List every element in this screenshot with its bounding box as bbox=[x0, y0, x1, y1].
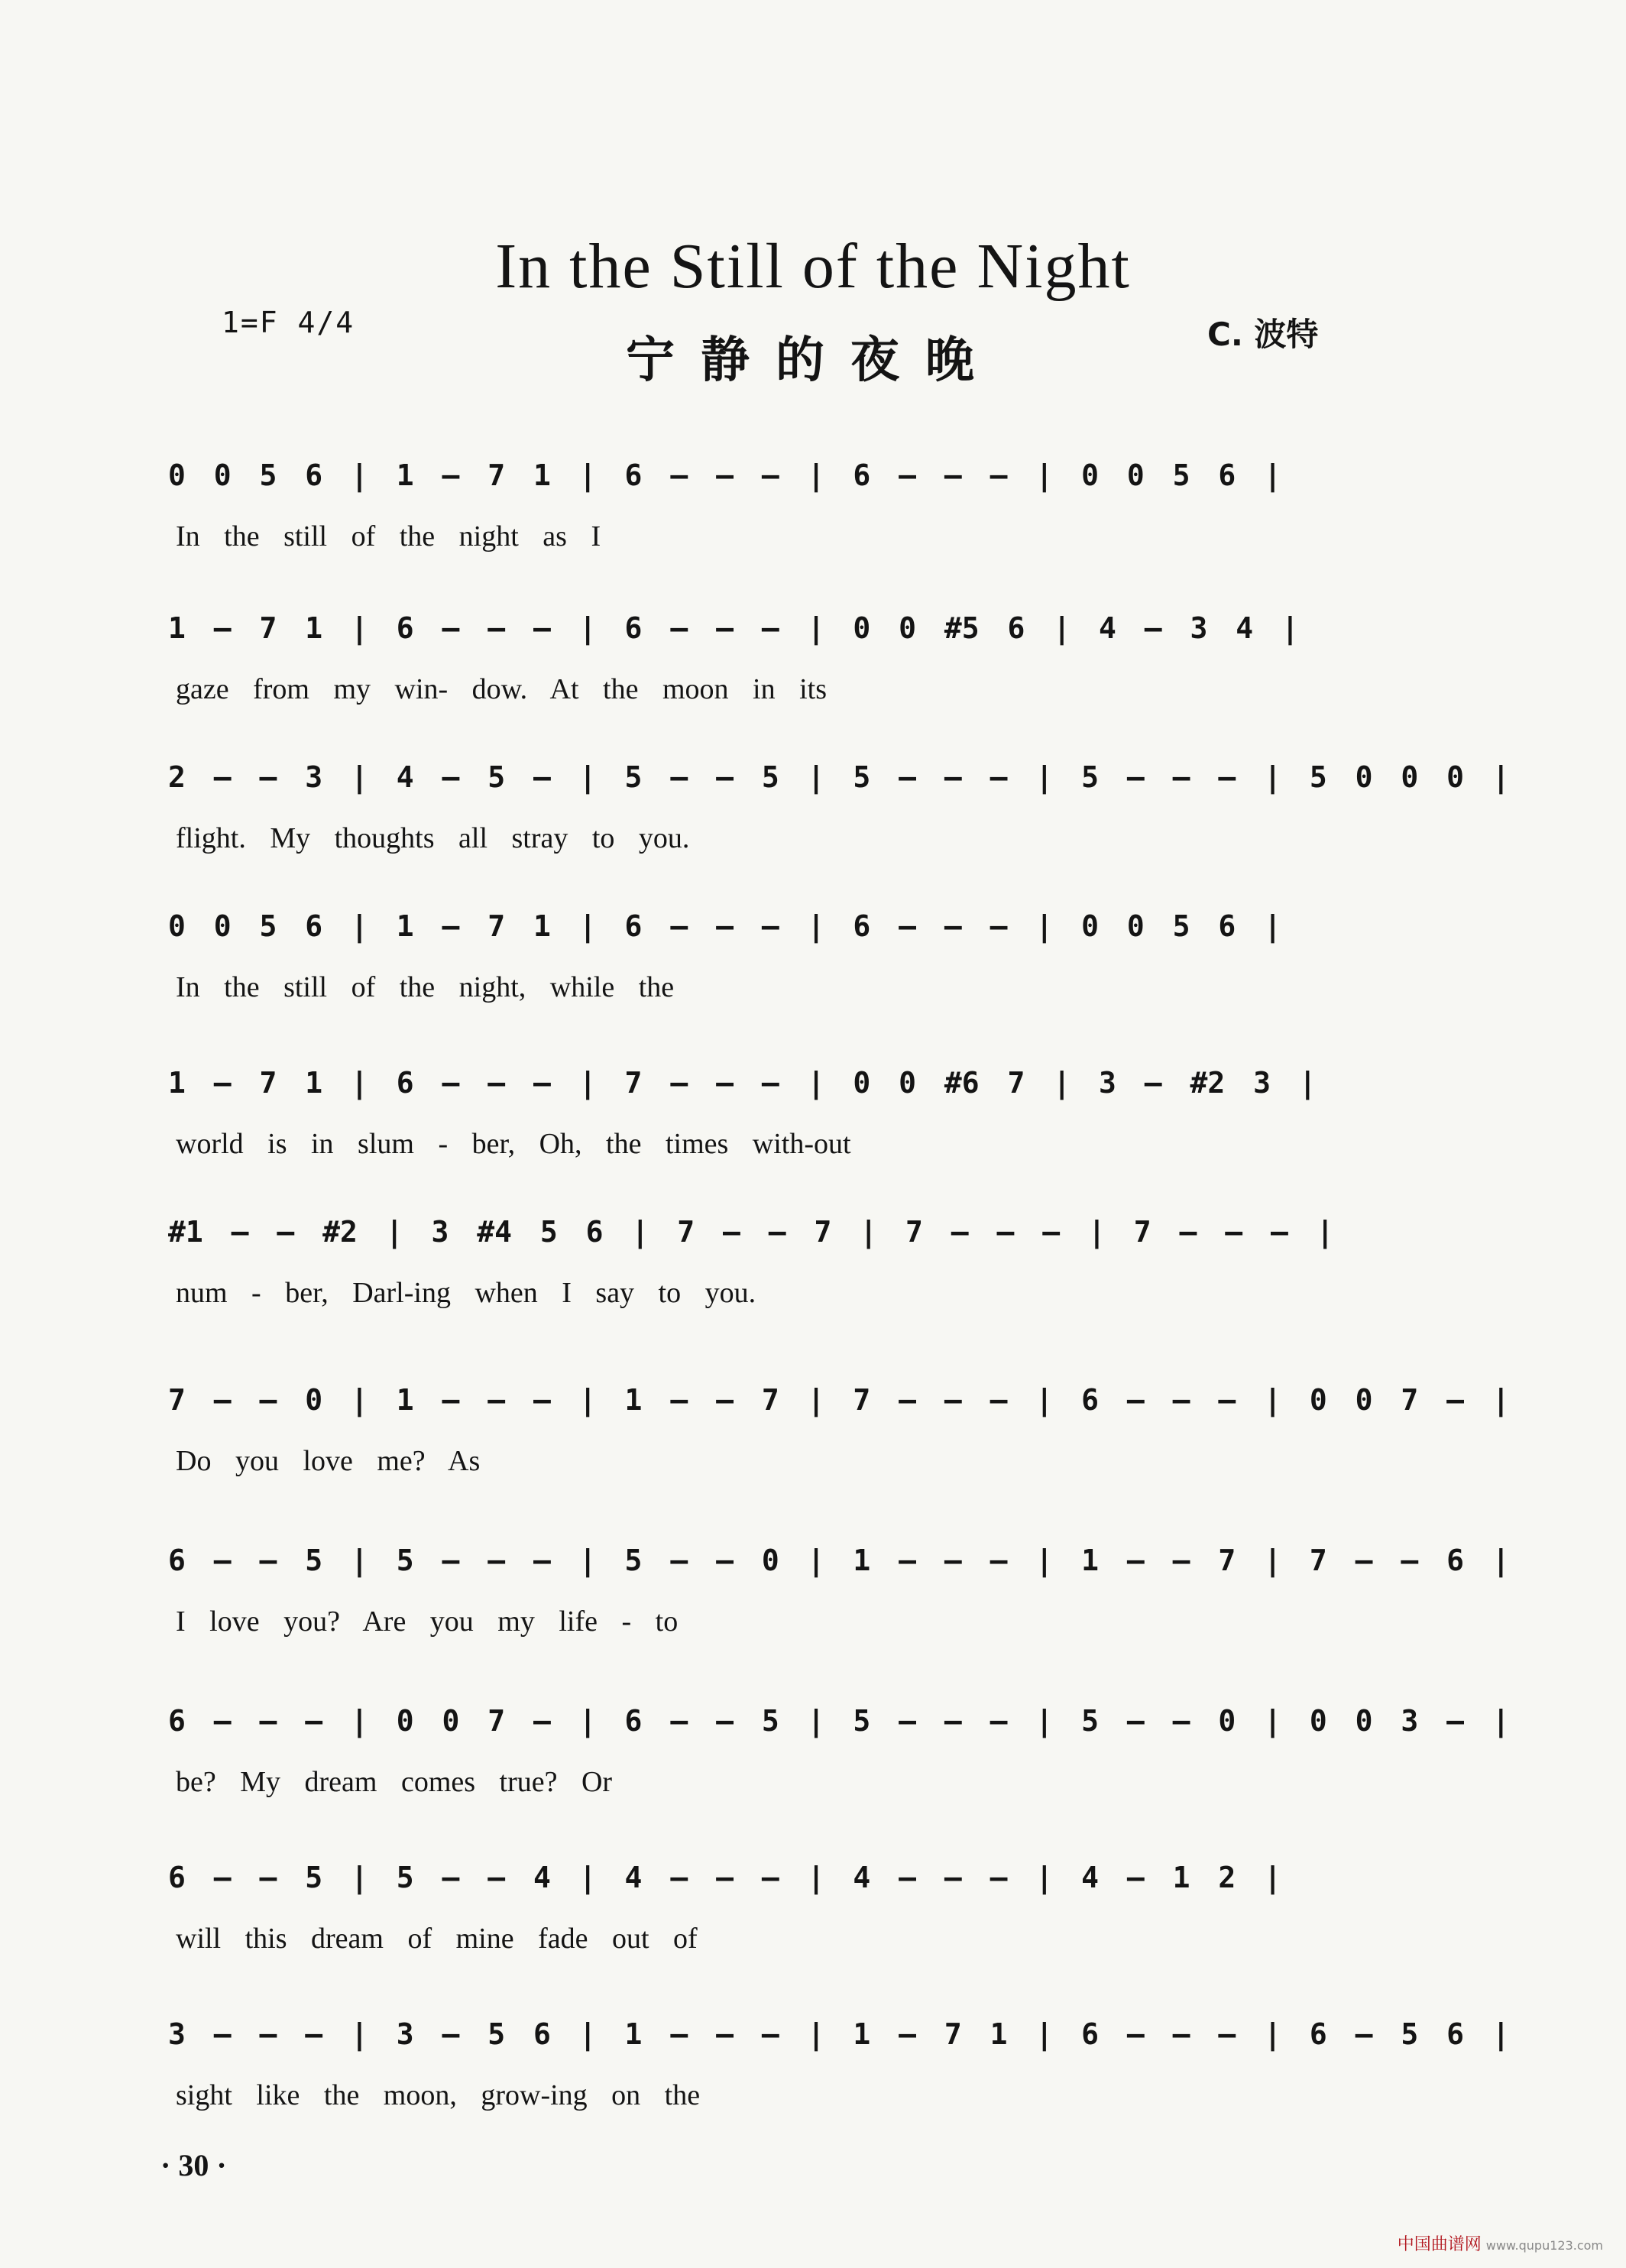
lyrics-line: I love you? Are you my life - to bbox=[176, 1605, 679, 1638]
score-system-8 bbox=[168, 1544, 1510, 1681]
score-system-6 bbox=[168, 1215, 1398, 1353]
key-time-signature: 1=F 4/4 bbox=[222, 306, 355, 339]
lyrics-line: sight like the moon, grow-ing on the bbox=[176, 2079, 701, 2111]
score-system-4 bbox=[168, 909, 1398, 1047]
score-system-11 bbox=[168, 2017, 1510, 2155]
lyrics-line: num - ber, Darl-ing when I say to you. bbox=[176, 1277, 756, 1309]
notation-line: 3 — — — | 3 — 5 6 | 1 — — — | 1 — 7 1 | 6 — — — | 6 — 5 6 | bbox=[168, 2017, 1510, 2051]
lyrics-line: Do you love me? As bbox=[176, 1445, 481, 1477]
score-system-2 bbox=[168, 611, 1398, 749]
notation-line: 7 — — 0 | 1 — — — | 1 — — 7 | 7 — — — | 6 — — — | 0 0 7 — | bbox=[168, 1383, 1510, 1417]
notation-line: 1 — 7 1 | 6 — — — | 7 — — — | 0 0 #6 7 | 3 — #2 3 | bbox=[168, 1066, 1317, 1100]
watermark-url: www.qupu123.com bbox=[1485, 2238, 1603, 2253]
lyrics-line: In the still of the night, while the bbox=[176, 971, 675, 1003]
composer-credit: C. 波特 bbox=[1207, 316, 1319, 353]
notation-line: 0 0 5 6 | 1 — 7 1 | 6 — — — | 6 — — — | 0 0 5 6 | bbox=[168, 458, 1282, 492]
notation-line: 6 — — — | 0 0 7 — | 6 — — 5 | 5 — — — | 5 — — 0 | 0 0 3 — | bbox=[168, 1704, 1510, 1738]
lyrics-line: be? My dream comes true? Or bbox=[176, 1766, 613, 1798]
notation-line: 6 — — 5 | 5 — — — | 5 — — 0 | 1 — — — | 1 — — 7 | 7 — — 6 | bbox=[168, 1544, 1510, 1577]
score-system-9 bbox=[168, 1704, 1510, 1842]
lyrics-line: flight. My thoughts all stray to you. bbox=[176, 822, 690, 854]
lyrics-line: gaze from my win- dow. At the moon in its bbox=[176, 673, 827, 705]
score-system-7 bbox=[168, 1383, 1510, 1521]
score-system-3 bbox=[168, 760, 1510, 898]
notation-line: 0 0 5 6 | 1 — 7 1 | 6 — — — | 6 — — — | 0 0 5 6 | bbox=[168, 909, 1282, 943]
lyrics-line: will this dream of mine fade out of bbox=[176, 1923, 698, 1955]
notation-line: 6 — — 5 | 5 — — 4 | 4 — — — | 4 — — — | 4 — 1 2 | bbox=[168, 1861, 1282, 1894]
notation-line: #1 — — #2 | 3 #4 5 6 | 7 — — 7 | 7 — — — | 7 — — — | bbox=[168, 1215, 1334, 1249]
notation-line: 2 — — 3 | 4 — 5 — | 5 — — 5 | 5 — — — | 5 — — — | 5 0 0 0 | bbox=[168, 760, 1510, 794]
lyrics-line: world is in slum - ber, Oh, the times with-out bbox=[176, 1128, 851, 1160]
lyrics-line: In the still of the night as I bbox=[176, 520, 601, 552]
song-title: In the Still of the Night bbox=[495, 231, 1131, 302]
notation-line: 1 — 7 1 | 6 — — — | 6 — — — | 0 0 #5 6 | 4 — 3 4 | bbox=[168, 611, 1299, 645]
watermark bbox=[1398, 2231, 1603, 2255]
score-system-1 bbox=[168, 458, 1398, 596]
song-subtitle: 宁静的夜晚 bbox=[626, 332, 1000, 389]
page-number: · 30 · bbox=[160, 2148, 227, 2182]
score-system-5 bbox=[168, 1066, 1398, 1204]
score-system-10 bbox=[168, 1861, 1398, 1998]
watermark-site: 中国曲谱网 bbox=[1397, 2235, 1482, 2254]
